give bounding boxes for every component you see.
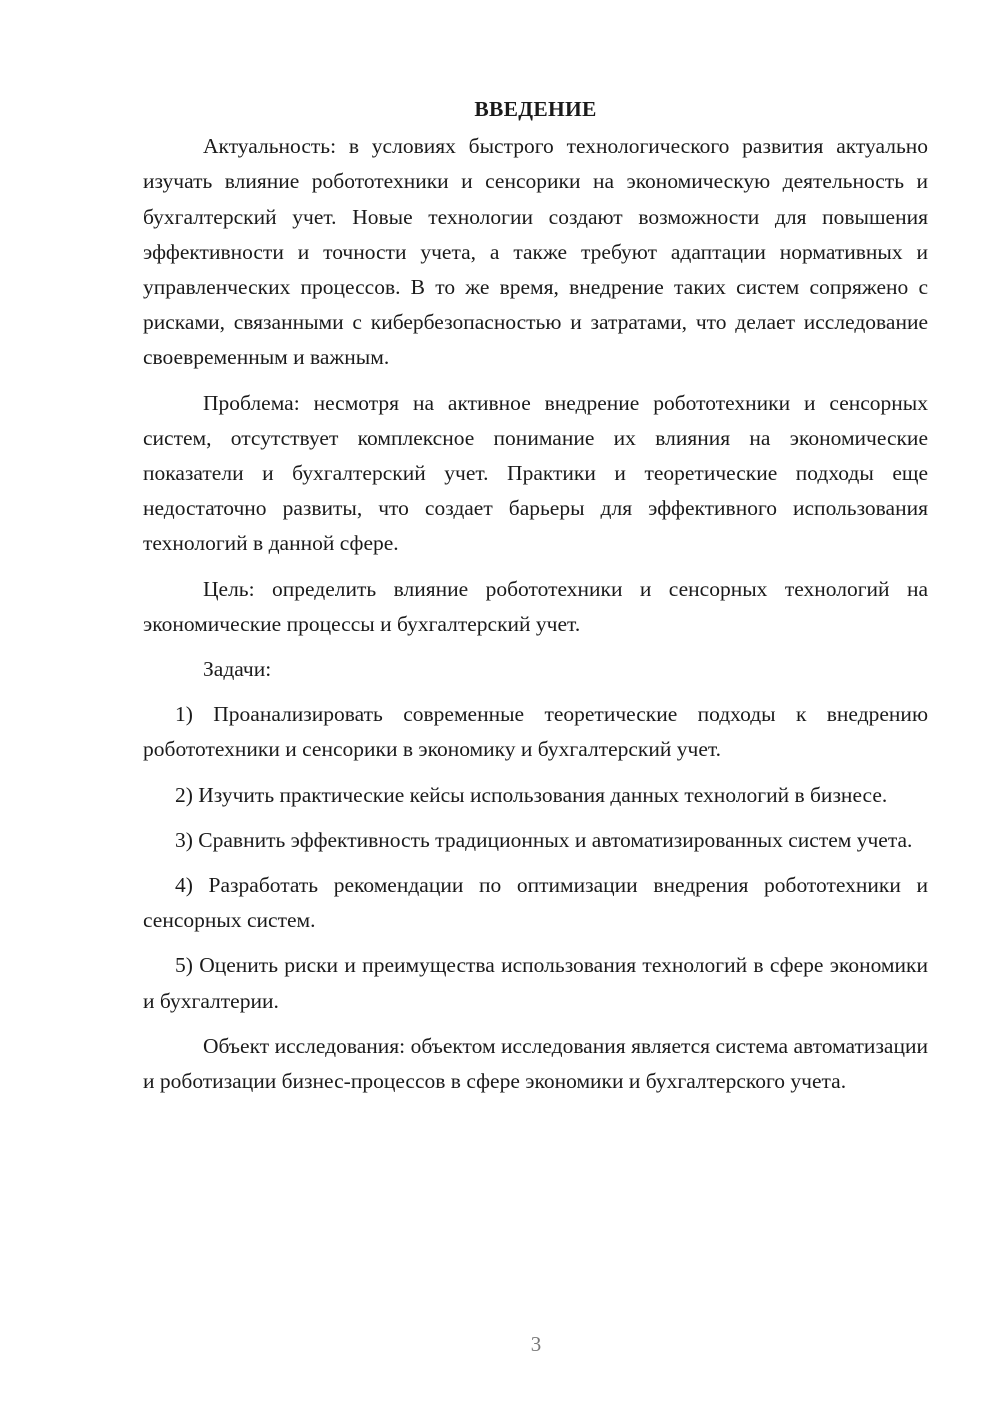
relevance-paragraph: Актуальность: в условиях быстрого технологического развития актуально изучать влияние робототехники и сенсорики на экономическую деятельность и бухгалтерский учет. Новые технологии создают возможности для повышения эффективности и точности учета, а также требуют адаптации нормативных и управленческих процессов. В то же время, внедрение таких систем сопряжено с рисками, связанными с кибербезопасностью и затратами, что делает исследование своевременным и важным. [143,134,928,370]
page-content [143,92,928,1109]
task-item-3: 3) Сравнить эффективность традиционных и автоматизированных систем учета. [175,827,913,852]
goal-paragraph: Цель: определить влияние робототехники и сенсорных технологий на экономические процессы и бухгалтерский учет. [143,576,928,636]
object-paragraph: Объект исследования: объектом исследования является система автоматизации и роботизации бизнес-процессов в сфере экономики и бухгалтерского учета. [143,1033,928,1094]
task-item-5: 5) Оценить риски и преимущества использования технологий в сфере экономики и бухгалтерии. [143,953,928,1013]
task-item-2: 2) Изучить практические кейсы использования данных технологий в бизнесе. [175,782,888,807]
task-item-1: 1) Проанализировать современные теоретические подходы к внедрению робототехники и сенсорики в экономику и бухгалтерский учет. [143,702,928,762]
task-item-4: 4) Разработать рекомендации по оптимизации внедрения робототехники и сенсорных систем. [143,873,928,933]
page-number: 3 [530,1332,542,1356]
tasks-heading: Задачи: [203,657,272,682]
page-title: ВВЕДЕНИЕ [474,97,597,121]
problem-paragraph: Проблема: несмотря на активное внедрение робототехники и сенсорных систем, отсутствует комплексное понимание их влияния на экономические показатели и бухгалтерский учет. Практики и теоретические подходы еще недостаточно развиты, что создает барьеры для эффективного использования технологий в данной сфере. [143,390,928,556]
